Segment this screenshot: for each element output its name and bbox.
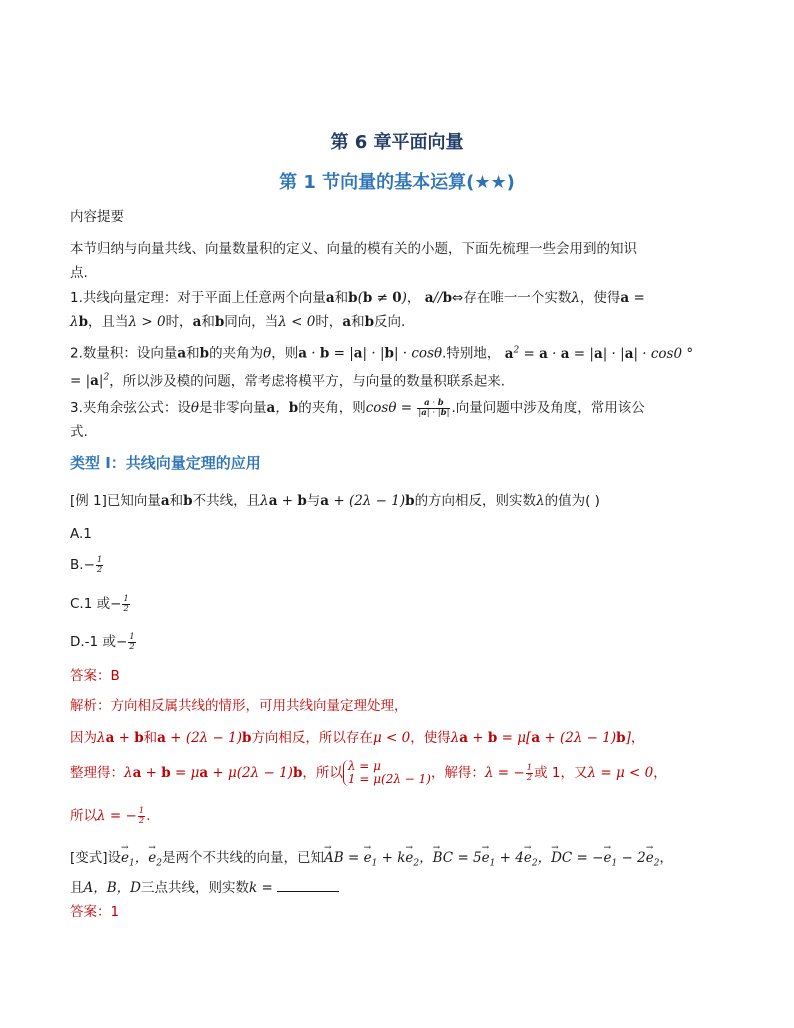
intro-text: 本节归纳与向量共线、向量数量积的定义、向量的模有关的小题，下面先梳理一些会用到的知识 点. [70,241,637,281]
option-d: D.-1 或− $\frac{1}{2}$ [70,632,135,652]
solution-line-3: 整理得：λa + b = μa + μ(2λ − 1)b，所以 λ = μ 1 = μ(2λ − 1)，解得：λ = − $\frac{1}{2}$ 或 1，又λ = μ < 0， [70,759,667,786]
solution-line-2: 因为λa + b和a + (2λ − 1)b方向相反，所以存在μ < 0，使得λa + b = μ[a + (2λ − 1)b]， [70,730,645,746]
intro-label: 内容提要 [70,209,124,225]
option-b: B.− $\frac{1}{2}$ [70,555,103,575]
dot-product-definition: 2.数量积：设向量a和b的夹角为θ，则a · b = |a| · |b| · cosθ.特别地， $a^2 = a \cdot a = |a| \cdot |a| \cdot \cos 0$ ° = $|a|^2$，所以涉及模的问题，常考虑将模平方，与向量的数量积联系起来. [70,345,694,389]
answer-blank[interactable] [277,877,339,892]
theorem-collinear: 1.共线向量定理：对于平面上任意两个向量a和b(b ≠ 0)， a//b⇔存在唯一一个实数λ，使得a = λb，且当λ > 0时，a和b同向，当λ < 0时，a和b反向. [70,290,645,330]
example-1: [例 1]已知向量a和b不共线，且λa + b与a + (2λ − 1)b的方向相反，则实数λ的值为( ) [70,493,600,509]
answer-2: 答案：1 [70,904,120,920]
chapter-title: 第 6 章平面向量 [330,132,464,153]
variant-problem: [变式]设→ $e_1$，→ $e_2$是两个不共线的向量，已知→ AB = → $e_1 + k\to e_2$，→ BC = $5\to e_1 + 4\to e_2$，→ DC = −→ $e_1 - 2\to e_2$， 且A，B，D三点共线，则实数k = [70,846,726,900]
option-c: C.1 或− $\frac{1}{2}$ [70,594,129,614]
type1-heading: 类型 I：共线向量定理的应用 [70,454,261,472]
cosine-formula: 3.夹角余弦公式：设θ是非零向量a，b的夹角，则cosθ = $\frac{a \cdot b}{|a| \cdot |b|}$ .向量问题中涉及角度，常用该公 式. [70,398,645,440]
solution-line-1: 解析：方向相反属共线的情形，可用共线向量定理处理， [70,698,408,714]
section-title: 第 1 节向量的基本运算(★★) [279,172,515,193]
answer-1: 答案：B [70,668,120,684]
option-a: A.1 [70,526,92,542]
solution-line-4: 所以λ = − $\frac{1}{2}$ . [70,806,151,826]
